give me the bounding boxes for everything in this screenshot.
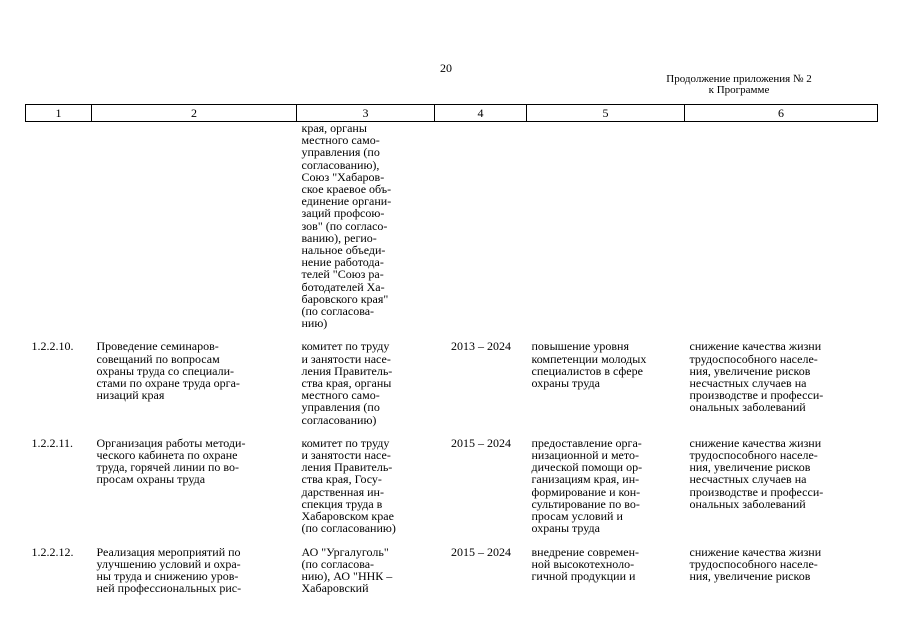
- cell-executors: комитет по труду и занятости насе- ления Правитель- ства края, органы местного само- управления (по согласованию): [301, 339, 393, 427]
- appendix-note: Продолжение приложения № 2 к Программе: [666, 73, 812, 96]
- table-row: [26, 335, 878, 431]
- cell-period: 2015 – 2024: [451, 544, 511, 559]
- cell-consequence: снижение качества жизни трудоспособного населе- ния, увеличение рисков несчастных случаев на производстве и професси- ональных заболеваний: [689, 435, 824, 511]
- table-row: [26, 541, 878, 601]
- table-header-row: [26, 105, 878, 122]
- cell-item-number: 1.2.2.10.: [31, 339, 74, 354]
- column-header-5: 5: [527, 105, 685, 122]
- cell-result: предоставление орга- низационной и мето- дической помощи ор- ганизациям края, ин- формирование и кон- сультирование по во- просам условий и охраны труда: [531, 435, 643, 536]
- page-number: 20: [440, 61, 452, 75]
- cell-activity: Организация работы методи- ческого кабинета по охране труда, горячей линии по во- просам охраны труда: [96, 435, 246, 487]
- cell-period: 2013 – 2024: [451, 339, 511, 354]
- cell-empty: [92, 122, 297, 336]
- column-header-4: 4: [435, 105, 527, 122]
- cell-activity: Реализация мероприятий по улучшению условий и охра- ны труда и снижению уров- ней профессиональных рис-: [96, 544, 242, 596]
- cell-item-number: 1.2.2.12.: [31, 544, 74, 559]
- table-row-continuation: [26, 122, 878, 336]
- cell-empty: [26, 122, 92, 336]
- cell-empty: [435, 122, 527, 336]
- cell-empty: [527, 122, 685, 336]
- cell-executors: АО "Ургалуголь" (по согласова- нию), АО "ННК – Хабаровский: [301, 544, 393, 596]
- cell-activity: Проведение семинаров- совещаний по вопросам охраны труда со специали- стами по охране труда орга- низаций края: [96, 339, 240, 403]
- cell-consequence: снижение качества жизни трудоспособного населе- ния, увеличение рисков несчастных случаев на производстве и професси- ональных заболеваний: [689, 339, 824, 415]
- cell-empty: [685, 122, 878, 336]
- table-row: [26, 432, 878, 541]
- column-header-3: 3: [297, 105, 435, 122]
- cell-result: внедрение современ- ной высокотехноло- гичной продукции и: [531, 544, 640, 583]
- cell-period: 2015 – 2024: [451, 435, 511, 450]
- program-table: [25, 104, 878, 600]
- cell-item-number: 1.2.2.11.: [31, 435, 74, 450]
- column-header-6: 6: [685, 105, 878, 122]
- column-header-2: 2: [92, 105, 297, 122]
- cell-consequence: снижение качества жизни трудоспособного населе- ния, увеличение рисков: [689, 544, 822, 583]
- cell-executors: комитет по труду и занятости насе- ления Правитель- ства края, Госу- дарственная ин- спекция труда в Хабаровском крае (по согласованию): [301, 435, 396, 536]
- cell-result: повышение уровня компетенции молодых специалистов в сфере охраны труда: [531, 339, 647, 391]
- cell-executors: края, органы местного само- управления (по согласованию), Союз "Хабаров- ское краевое объ- единение органи- заций профсою- зов" (по согласо- ванию), регио- нальное объеди- нение работода- телей "Союз ра- ботодателей Ха- баровского края" (по согласова- нию): [301, 121, 392, 331]
- column-header-1: 1: [26, 105, 92, 122]
